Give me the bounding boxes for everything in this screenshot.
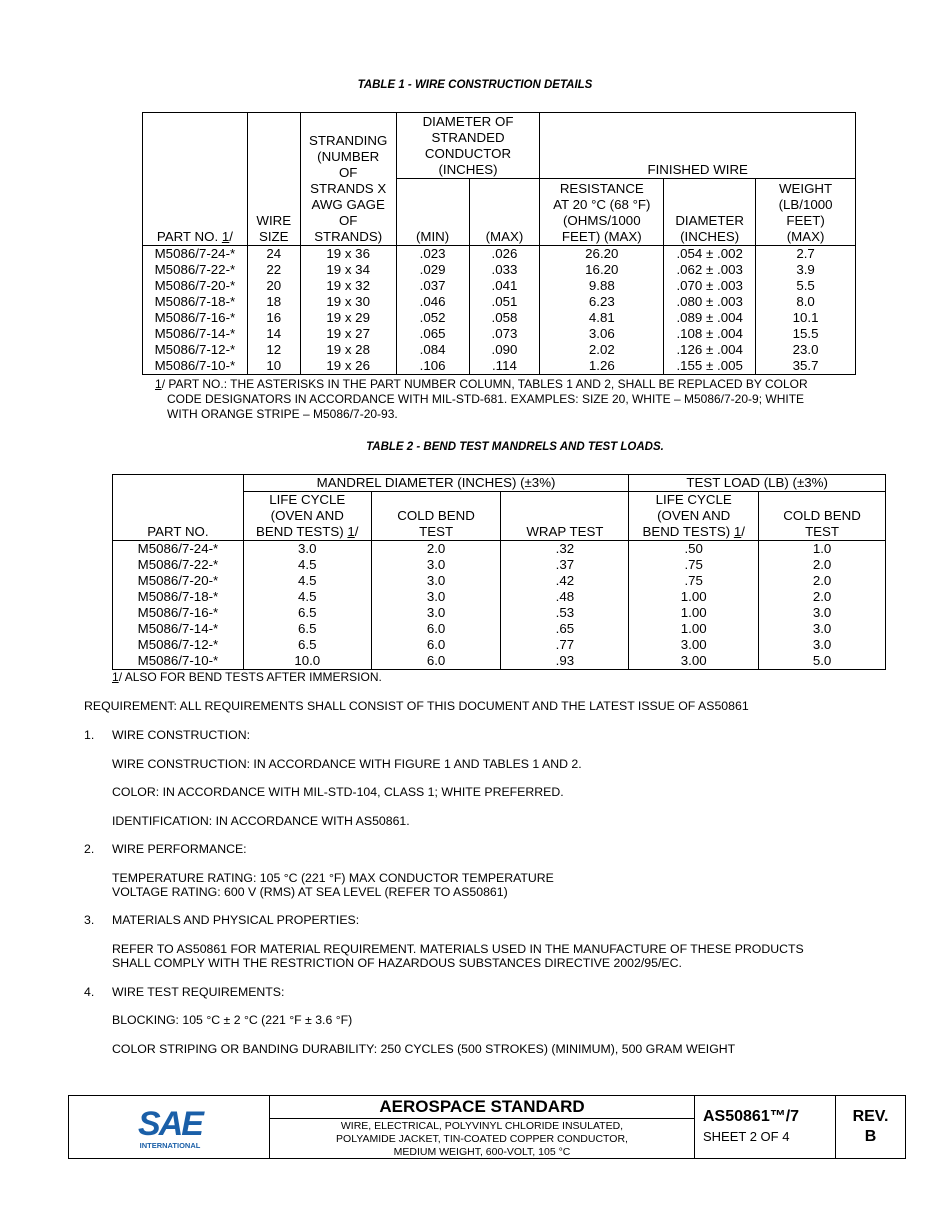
header-part-no: PART NO. 1/ xyxy=(143,113,248,246)
revision-label: REV. xyxy=(852,1108,889,1125)
header-diameter: DIAMETER (INCHES) xyxy=(664,179,756,246)
revision-value: B xyxy=(864,1128,877,1145)
table-row: M5086/7-16-* 16 19 x 29 .052 .058 4.81 .089 ± .004 10.1 xyxy=(143,310,856,326)
header-diameter-group: DIAMETER OF STRANDED CONDUCTOR (INCHES) xyxy=(396,113,540,179)
sheet-number: SHEET 2 OF 4 xyxy=(703,1129,790,1144)
description-cell xyxy=(270,1096,695,1158)
section-1-number: 1. xyxy=(84,728,95,742)
header-wrap-test: WRAP TEST xyxy=(501,492,629,541)
logo-text: SAE xyxy=(138,1105,202,1143)
section-4-para-2: COLOR STRIPING OR BANDING DURABILITY: 250 CYCLES (500 STROKES) (MINIMUM), 500 GRAM WEIGHT xyxy=(112,1042,736,1056)
section-2-para-2: VOLTAGE RATING: 600 V (RMS) AT SEA LEVEL (REFER TO AS50861) xyxy=(112,885,508,899)
header-part-no: PART NO. xyxy=(113,475,244,541)
header-weight: WEIGHT (LB/1000 FEET) (MAX) xyxy=(756,179,856,246)
table-row: M5086/7-24-* 24 19 x 36 .023 .026 26.20 .054 ± .002 2.7 xyxy=(143,246,856,263)
header-load-cold-bend: COLD BEND TEST xyxy=(759,492,886,541)
header-min: (MIN) xyxy=(396,179,469,246)
section-1-title: WIRE CONSTRUCTION: xyxy=(112,728,250,742)
bend-test-table xyxy=(112,474,886,670)
section-3-number: 3. xyxy=(84,913,95,927)
section-2-title: WIRE PERFORMANCE: xyxy=(112,842,247,856)
section-2-para-1: TEMPERATURE RATING: 105 °C (221 °F) MAX CONDUCTOR TEMPERATURE xyxy=(112,871,554,885)
table-row: M5086/7-18-* 4.5 3.0 .48 1.00 2.0 xyxy=(113,589,886,605)
table2-title: TABLE 2 - BEND TEST MANDRELS AND TEST LOADS. xyxy=(366,441,664,453)
section-3-para-2: SHALL COMPLY WITH THE RESTRICTION OF HAZARDOUS SUBSTANCES DIRECTIVE 2002/95/EC. xyxy=(112,956,682,970)
table-row: M5086/7-22-* 4.5 3.0 .37 .75 2.0 xyxy=(113,557,886,573)
table-row: M5086/7-10-* 10.0 6.0 .93 3.00 5.0 xyxy=(113,653,886,670)
logo-sub-text: INTERNATIONAL xyxy=(139,1141,201,1150)
header-stranding: STRANDING (NUMBER OF STRANDS X AWG GAGE OF STRANDS) xyxy=(300,113,396,246)
header-life-cycle: LIFE CYCLE (OVEN AND BEND TESTS) 1/ xyxy=(243,492,371,541)
section-2-number: 2. xyxy=(84,842,95,856)
section-1-para-1: WIRE CONSTRUCTION: IN ACCORDANCE WITH FIGURE 1 AND TABLES 1 AND 2. xyxy=(112,757,582,771)
header-wire-size: WIRE SIZE xyxy=(247,113,300,246)
revision-cell xyxy=(836,1096,905,1158)
section-4-para-1: BLOCKING: 105 °C ± 2 °C (221 °F ± 3.6 °F) xyxy=(112,1013,353,1027)
header-cold-bend: COLD BEND TEST xyxy=(371,492,501,541)
logo-cell xyxy=(69,1096,270,1158)
sae-logo xyxy=(135,1104,205,1152)
header-finished-wire: FINISHED WIRE xyxy=(540,113,856,179)
table-row: M5086/7-14-* 14 19 x 27 .065 .073 3.06 .108 ± .004 15.5 xyxy=(143,326,856,342)
header-resistance: RESISTANCE AT 20 °C (68 °F) (OHMS/1000 FEET) (MAX) xyxy=(540,179,664,246)
table-row: M5086/7-14-* 6.5 6.0 .65 1.00 3.0 xyxy=(113,621,886,637)
table2-footnote: 1/ ALSO FOR BEND TESTS AFTER IMMERSION. xyxy=(112,670,382,684)
header-load-group: TEST LOAD (LB) (±3%) xyxy=(629,475,886,492)
document-number-cell xyxy=(695,1096,836,1158)
section-3-para-1: REFER TO AS50861 FOR MATERIAL REQUIREMENT. MATERIALS USED IN THE MANUFACTURE OF THESE PRODUCTS xyxy=(112,942,804,956)
section-1-para-2: COLOR: IN ACCORDANCE WITH MIL-STD-104, CLASS 1; WHITE PREFERRED. xyxy=(112,785,564,799)
header-mandrel-group: MANDREL DIAMETER (INCHES) (±3%) xyxy=(243,475,628,492)
section-4-number: 4. xyxy=(84,985,95,999)
table-row: M5086/7-12-* 12 19 x 28 .084 .090 2.02 .126 ± .004 23.0 xyxy=(143,342,856,358)
header-max: (MAX) xyxy=(469,179,540,246)
table-row: M5086/7-18-* 18 19 x 30 .046 .051 6.23 .080 ± .003 8.0 xyxy=(143,294,856,310)
document-number: AS50861™/7 xyxy=(703,1108,800,1125)
table-row: M5086/7-22-* 22 19 x 34 .029 .033 16.20 .062 ± .003 3.9 xyxy=(143,262,856,278)
requirement-text: REQUIREMENT: ALL REQUIREMENTS SHALL CONSIST OF THIS DOCUMENT AND THE LATEST ISSUE OF AS50861 xyxy=(84,699,749,713)
title-block xyxy=(68,1095,906,1159)
standard-heading: AEROSPACE STANDARD xyxy=(270,1096,694,1119)
table1-title: TABLE 1 - WIRE CONSTRUCTION DETAILS xyxy=(357,79,593,91)
table-row: M5086/7-10-* 10 19 x 26 .106 .114 1.26 .155 ± .005 35.7 xyxy=(143,358,856,375)
table1-footnote: 1/ PART NO.: THE ASTERISKS IN THE PART NUMBER COLUMN, TABLES 1 AND 2, SHALL BE REPLACED BY COLOR CODE DESIGNATORS IN ACCORDANCE WITH MIL-STD-681. EXAMPLES: SIZE 20, WHITE – M5086/7-20-9; WHITE WITH ORANGE STRIPE – M5086/7-20-93. xyxy=(155,377,808,421)
wire-construction-table xyxy=(142,112,856,375)
table-row: M5086/7-20-* 20 19 x 32 .037 .041 9.88 .070 ± .003 5.5 xyxy=(143,278,856,294)
table-row: M5086/7-20-* 4.5 3.0 .42 .75 2.0 xyxy=(113,573,886,589)
section-3-title: MATERIALS AND PHYSICAL PROPERTIES: xyxy=(112,913,360,927)
table-row: M5086/7-12-* 6.5 6.0 .77 3.00 3.0 xyxy=(113,637,886,653)
header-load-life-cycle: LIFE CYCLE (OVEN AND BEND TESTS) 1/ xyxy=(629,492,759,541)
table-row: M5086/7-16-* 6.5 3.0 .53 1.00 3.0 xyxy=(113,605,886,621)
wire-description: WIRE, ELECTRICAL, POLYVINYL CHLORIDE INSULATED, POLYAMIDE JACKET, TIN-COATED COPPER CONDUCTOR, MEDIUM WEIGHT, 600-VOLT, 105 °C xyxy=(336,1120,628,1158)
section-1-para-3: IDENTIFICATION: IN ACCORDANCE WITH AS50861. xyxy=(112,814,410,828)
table-row: M5086/7-24-* 3.0 2.0 .32 .50 1.0 xyxy=(113,541,886,558)
section-4-title: WIRE TEST REQUIREMENTS: xyxy=(112,985,285,999)
